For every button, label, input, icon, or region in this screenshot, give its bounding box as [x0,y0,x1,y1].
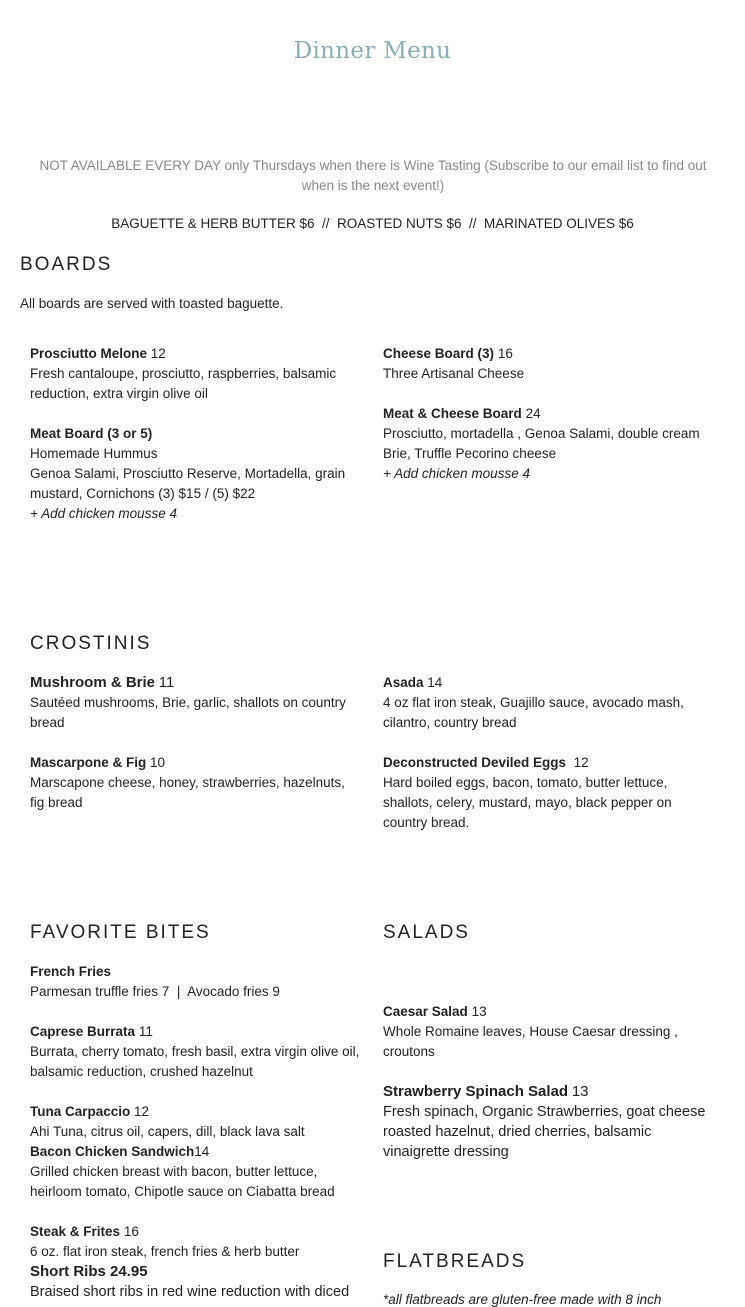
menu-item [30,962,360,1002]
item-name: Mushroom & Brie [30,674,156,691]
item-price: 12 [573,755,589,770]
menu-item [30,1102,360,1142]
item-subline: Homemade Hummus [30,446,158,461]
section-heading-favorite-bites: FAVORITE BITES [30,922,211,943]
salads-column [383,1002,713,1182]
item-description: Marscapone cheese, honey, strawberries, hazelnuts, fig bread [30,775,345,810]
item-name: Caesar Salad [383,1004,468,1019]
menu-item [383,673,713,733]
item-name: Deconstructed Deviled Eggs [383,755,567,770]
menu-item [383,344,713,384]
section-heading-salads: SALADS [383,922,470,943]
menu-item [30,1262,360,1302]
section-heading-boards: BOARDS [20,254,113,275]
item-price: 24 [525,406,541,421]
menu-item [30,424,360,524]
item-name: Mascarpone & Fig [30,755,147,770]
boards-note: All boards are served with toasted baguette. [20,296,284,311]
item-description: Braised short ribs in red wine reduction with diced [30,1284,350,1300]
item-name: Caprese Burrata [30,1024,136,1039]
item-price: 16 [123,1224,139,1239]
page-title: Dinner Menu [293,38,452,64]
item-description: Genoa Salami, Prosciutto Reserve, Mortadella, grain mustard, Cornichons (3) $15 / (5) $22 [30,466,346,501]
item-price: 12 [150,346,166,361]
menu-item [30,753,360,813]
item-price: 11 [138,1024,153,1039]
item-name: Meat & Cheese Board [383,406,522,421]
item-name: Short Ribs 24.95 [30,1263,148,1280]
item-description: Fresh cantaloupe, prosciutto, raspberries, balsamic reduction, extra virgin olive oil [30,366,337,401]
menu-item [30,673,360,733]
item-description: 4 oz flat iron steak, Guajillo sauce, avocado mash, cilantro, country bread [383,695,684,730]
item-description: Prosciutto, mortadella , Genoa Salami, double cream Brie, Truffle Pecorino cheese [383,426,700,461]
menu-item [383,1002,713,1062]
menu-item [30,1222,360,1262]
crostinis-left-column [30,673,360,833]
item-price: 14 [427,675,443,690]
item-description: Three Artisanal Cheese [383,366,525,381]
item-price: 13 [571,1083,589,1100]
section-heading-crostinis: CROSTINIS [30,633,152,654]
boards-right-column [383,344,713,504]
item-name: Asada [383,675,424,690]
item-name: Meat Board (3 or 5) [30,426,153,441]
item-name: Strawberry Spinach Salad [383,1083,569,1100]
item-name: Tuna Carpaccio [30,1104,131,1119]
bites-column [30,962,360,1302]
item-description: Parmesan truffle fries 7 | Avocado fries 9 [30,984,280,999]
item-name: Cheese Board (3) [383,346,495,361]
item-price: 14 [194,1144,210,1159]
item-description: Burrata, cherry tomato, fresh basil, extra virgin olive oil, balsamic reduction, crushed hazelnut [30,1044,360,1079]
item-description: Whole Romaine leaves, House Caesar dressing , croutons [383,1024,678,1059]
menu-item [30,1022,360,1082]
item-price: 12 [134,1104,150,1119]
item-description: 6 oz. flat iron steak, french fries & herb butter [30,1244,300,1259]
menu-item [383,753,713,833]
item-price: 10 [150,755,166,770]
item-description: Fresh spinach, Organic Strawberries, goat cheese roasted hazelnut, dried cherries, balsamic vinaigrette dressing [383,1104,706,1160]
item-addon: + Add chicken mousse 4 [383,466,530,481]
item-price: 13 [471,1004,487,1019]
availability-notice: NOT AVAILABLE EVERY DAY only Thursdays when there is Wine Tasting (Subscribe to our email list to find out when is the next event!) [39,158,707,193]
crostinis-right-column [383,673,713,853]
item-description: Ahi Tuna, citrus oil, capers, dill, black lava salt [30,1124,305,1139]
menu-item [30,1142,360,1202]
item-name: Prosciutto Melone [30,346,148,361]
menu-item [383,404,713,484]
boards-left-column [30,344,360,544]
item-description: Hard boiled eggs, bacon, tomato, butter lettuce, shallots, celery, mustard, mayo, black pepper on country bread. [383,775,672,830]
item-description: Sautéed mushrooms, Brie, garlic, shallots on country bread [30,695,346,730]
menu-item [383,1082,713,1162]
item-addon: + Add chicken mousse 4 [30,506,177,521]
flatbreads-note: *all flatbreads are gluten-free made with 8 inch [383,1292,662,1307]
extras-line: BAGUETTE & HERB BUTTER $6 // ROASTED NUTS $6 // MARINATED OLIVES $6 [111,216,634,231]
item-price: 16 [497,346,513,361]
menu-item [30,344,360,404]
item-price: 11 [158,674,175,691]
item-name: Steak & Frites [30,1224,121,1239]
item-name: French Fries [30,964,112,979]
section-heading-flatbreads: FLATBREADS [383,1251,527,1272]
item-name: Bacon Chicken Sandwich [30,1144,195,1159]
item-description: Grilled chicken breast with bacon, butter lettuce, heirloom tomato, Chipotle sauce on Ciabatta bread [30,1164,335,1199]
